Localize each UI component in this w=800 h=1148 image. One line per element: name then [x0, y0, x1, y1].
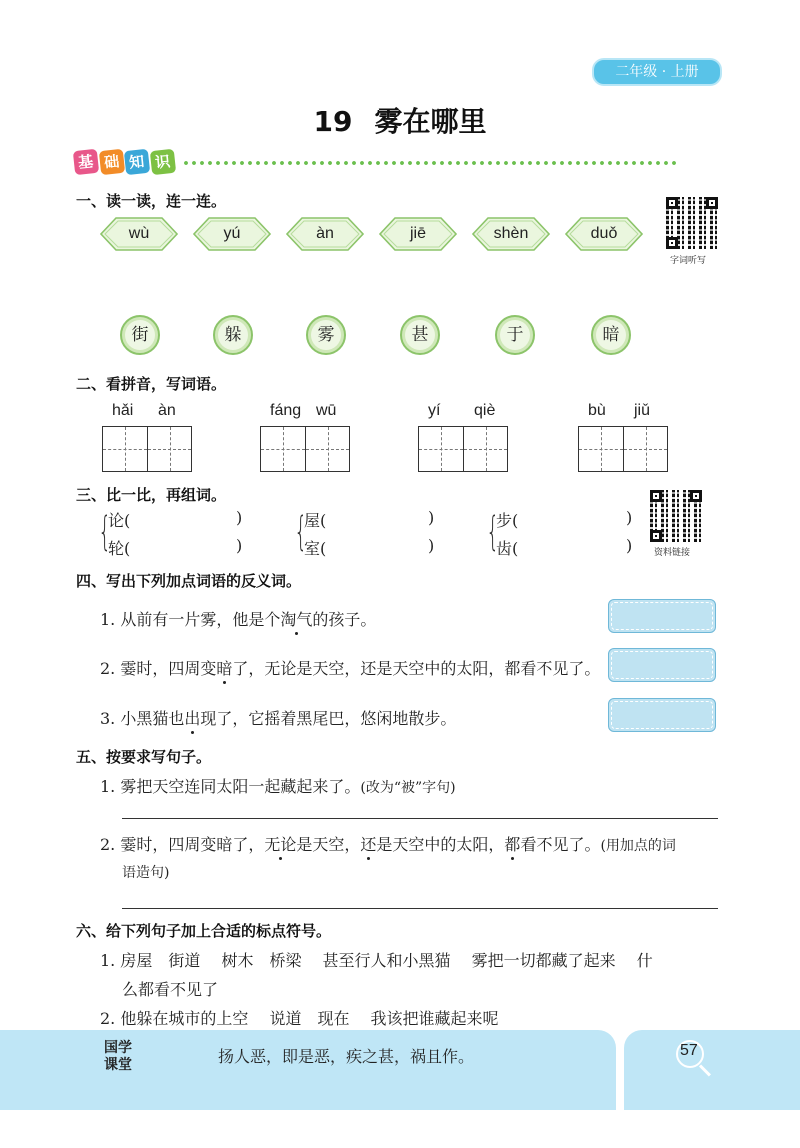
character-text: 甚: [411, 325, 429, 345]
section-badge-char: 识: [149, 149, 175, 175]
answer-box[interactable]: [608, 648, 716, 682]
compare-row[interactable]: 室( ): [304, 536, 435, 558]
compare-row[interactable]: 齿( ): [496, 536, 633, 558]
pinyin-text: wù: [128, 225, 150, 242]
character-option[interactable]: [213, 315, 253, 355]
pinyin-text: yú: [223, 225, 241, 242]
footer-quote: 扬人恶，即是恶，疾之甚，祸且作。: [218, 1047, 475, 1066]
pinyin-label: hǎi: [112, 402, 134, 419]
footer-panel: [0, 1030, 616, 1110]
writing-grid[interactable]: [578, 426, 668, 472]
section-badge-char: 础: [98, 149, 124, 175]
q4-item-1: 1. 从前有一片雾，他是个淘气的孩子。: [100, 610, 377, 629]
pinyin-option[interactable]: [286, 217, 364, 251]
dotted-word: 淘气: [280, 610, 313, 629]
lesson-number: 19: [313, 105, 353, 138]
section-badge-char: 知: [124, 149, 150, 175]
q5-item-2: 2. 霎时，四周变暗了，无论是天空，还是天空中的太阳，都看不见了。(用加点的词: [100, 835, 676, 854]
character-option[interactable]: [306, 315, 346, 355]
q6-item-1: 1. 房屋 街道 树木 桥梁 甚至行人和小黑猫 雾把一切都藏了起来 什: [100, 951, 653, 970]
writing-grid[interactable]: [418, 426, 508, 472]
writing-grid[interactable]: [102, 426, 192, 472]
pinyin-label: wū: [316, 402, 337, 419]
qr-caption: 资料链接: [654, 548, 691, 558]
footer-page-panel: [624, 1030, 800, 1110]
character-text: 暗: [602, 325, 620, 345]
pinyin-option[interactable]: [472, 217, 550, 251]
q6-item-2: 2. 他躲在城市的上空 说道 现在 我该把谁藏起来呢: [100, 1009, 499, 1028]
answer-line[interactable]: [122, 908, 718, 909]
dotted-divider: [182, 161, 678, 165]
pinyin-option[interactable]: [100, 217, 178, 251]
q6-item-1-cont: 么都看不见了: [122, 980, 219, 999]
answer-line[interactable]: [122, 818, 718, 819]
dotted-word: 暗: [216, 659, 233, 678]
q5-item-1: 1. 雾把天空连同太阳一起藏起来了。(改为“被”字句): [100, 777, 456, 796]
q3-title: 三、比一比，再组词。: [76, 486, 227, 504]
dotted-word: 出: [184, 709, 201, 728]
character-text: 街: [131, 325, 149, 345]
section-badge-char: 基: [73, 149, 99, 175]
compare-row[interactable]: 屋( ): [304, 508, 435, 530]
lesson-name: 雾在哪里: [374, 105, 487, 138]
writing-grid[interactable]: [260, 426, 350, 472]
character-option[interactable]: [400, 315, 440, 355]
pinyin-option[interactable]: [193, 217, 271, 251]
q6-title: 六、给下列句子加上合适的标点符号。: [76, 922, 332, 940]
q5-title: 五、按要求写句子。: [76, 748, 212, 766]
qr-code[interactable]: [650, 490, 702, 542]
q2-title: 二、看拼音，写词语。: [76, 375, 227, 393]
pinyin-label: bù: [588, 402, 606, 419]
section-badge: [74, 150, 174, 176]
compare-row[interactable]: 论( ): [108, 508, 243, 530]
pinyin-option[interactable]: [379, 217, 457, 251]
brace-icon: {: [98, 509, 112, 555]
character-text: 于: [506, 325, 524, 345]
pinyin-text: shèn: [493, 225, 529, 242]
qr-caption: 字词听写: [670, 256, 707, 266]
pinyin-label: yí: [428, 402, 441, 419]
pinyin-label: àn: [158, 402, 176, 419]
q4-title: 四、写出下列加点词语的反义词。: [76, 572, 302, 590]
compare-row[interactable]: 轮( ): [108, 536, 243, 558]
pinyin-text: àn: [316, 225, 334, 242]
page-number: 57: [680, 1042, 698, 1059]
grade-badge: 二年级 · 上册: [592, 58, 722, 86]
brace-icon: {: [294, 509, 308, 555]
character-option[interactable]: [495, 315, 535, 355]
lesson-title: [0, 100, 800, 140]
brace-icon: {: [486, 509, 500, 555]
pinyin-text: duǒ: [590, 225, 618, 242]
character-option[interactable]: [120, 315, 160, 355]
q4-item-2: 2. 霎时，四周变暗了，无论是天空，还是天空中的太阳，都看不见了。: [100, 659, 601, 678]
pinyin-label: qiè: [474, 402, 496, 419]
pinyin-option[interactable]: [565, 217, 643, 251]
q5-item-2-req: 语造句): [122, 865, 170, 881]
pinyin-text: jiē: [409, 225, 426, 242]
q4-item-3: 3. 小黑猫也出现了，它摇着黑尾巴，悠闲地散步。: [100, 709, 457, 728]
character-option[interactable]: [591, 315, 631, 355]
qr-code[interactable]: [666, 197, 718, 249]
character-text: 雾: [317, 325, 335, 345]
character-text: 躲: [224, 325, 242, 345]
answer-box[interactable]: [608, 599, 716, 633]
q1-title: 一、读一读，连一连。: [76, 192, 227, 210]
footer-label: 国学 课堂: [104, 1040, 132, 1073]
answer-box[interactable]: [608, 698, 716, 732]
pinyin-label: fáng: [270, 402, 302, 419]
pinyin-label: jiǔ: [634, 402, 651, 419]
compare-row[interactable]: 步( ): [496, 508, 633, 530]
